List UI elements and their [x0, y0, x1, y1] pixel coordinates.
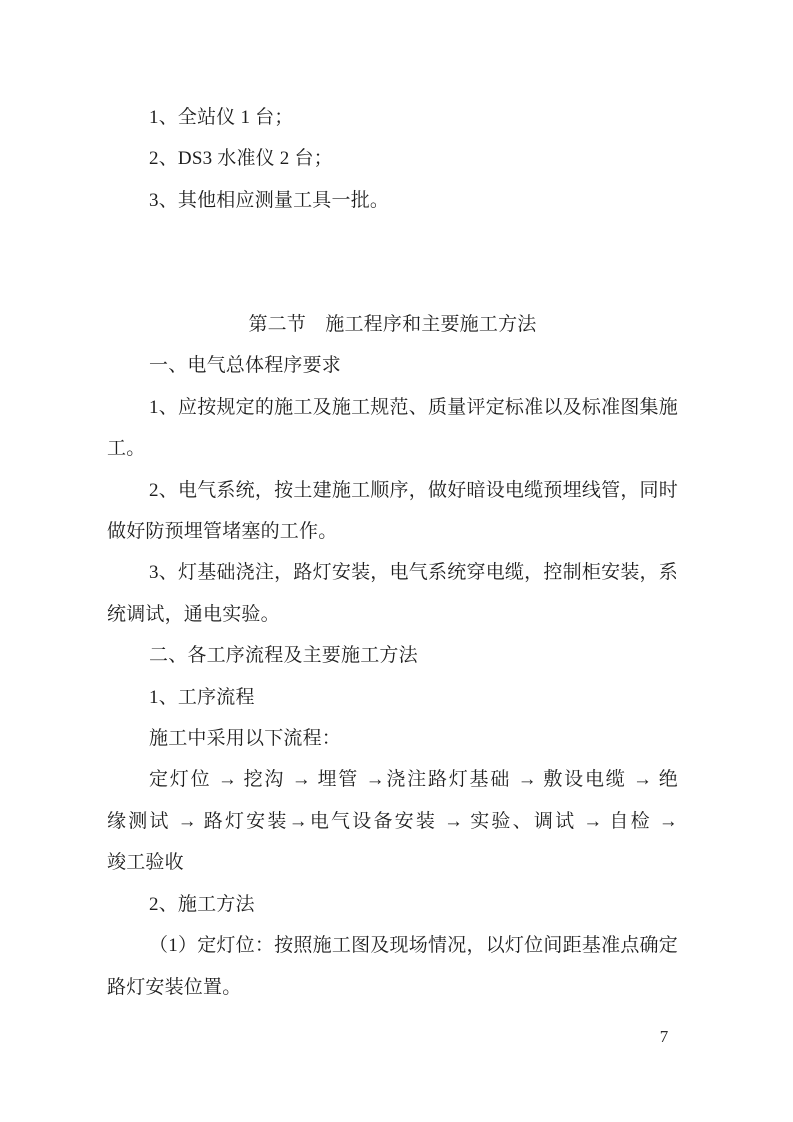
- flow-sequence-line-2: 缘测试 → 路灯安装→电气设备安装 → 实验、调试 → 自检 →: [107, 810, 678, 832]
- para-1-line-1: 1、应按规定的施工及施工规范、质量评定标准以及标准图集施: [149, 396, 678, 418]
- page-number: 7: [659, 1027, 669, 1046]
- document-body: [107, 97, 678, 1008]
- para-2-line-1: 2、电气系统，按土建施工顺序，做好暗设电缆预埋线管，同时: [149, 479, 678, 501]
- list-item-level-instrument: 2、DS3 水准仪 2 台；: [149, 148, 333, 170]
- subheading-construction-method: 2、施工方法: [149, 893, 255, 915]
- subheading-process-flow: 1、工序流程: [149, 686, 255, 708]
- para-3-line-1: 3、灯基础浇注，路灯安装，电气系统穿电缆，控制柜安装，系: [149, 562, 678, 584]
- method-1-line-1: （1）定灯位：按照施工图及现场情况，以灯位间距基准点确定: [149, 935, 678, 957]
- list-item-total-station: 1、全站仪 1 台；: [149, 107, 294, 128]
- flow-sequence-line-3: 竣工验收: [107, 852, 184, 874]
- para-1-line-2: 工。: [107, 438, 146, 460]
- flow-intro: 施工中采用以下流程：: [149, 728, 342, 750]
- method-1-line-2: 路灯安装位置。: [107, 976, 242, 998]
- flow-sequence-line-1: 定灯位 → 挖沟 → 埋管 →浇注路灯基础 → 敷设电缆 → 绝: [149, 769, 678, 791]
- section-title: 第二节 施工程序和主要施工方法: [248, 314, 537, 336]
- heading-electrical-program: 一、电气总体程序要求: [149, 355, 342, 377]
- list-item-other-tools: 3、其他相应测量工具一批。: [149, 189, 390, 211]
- para-2-line-2: 做好防预埋管堵塞的工作。: [107, 521, 338, 543]
- para-3-line-2: 统调试，通电实验。: [107, 603, 280, 625]
- heading-process-flow-methods: 二、各工序流程及主要施工方法: [149, 645, 418, 667]
